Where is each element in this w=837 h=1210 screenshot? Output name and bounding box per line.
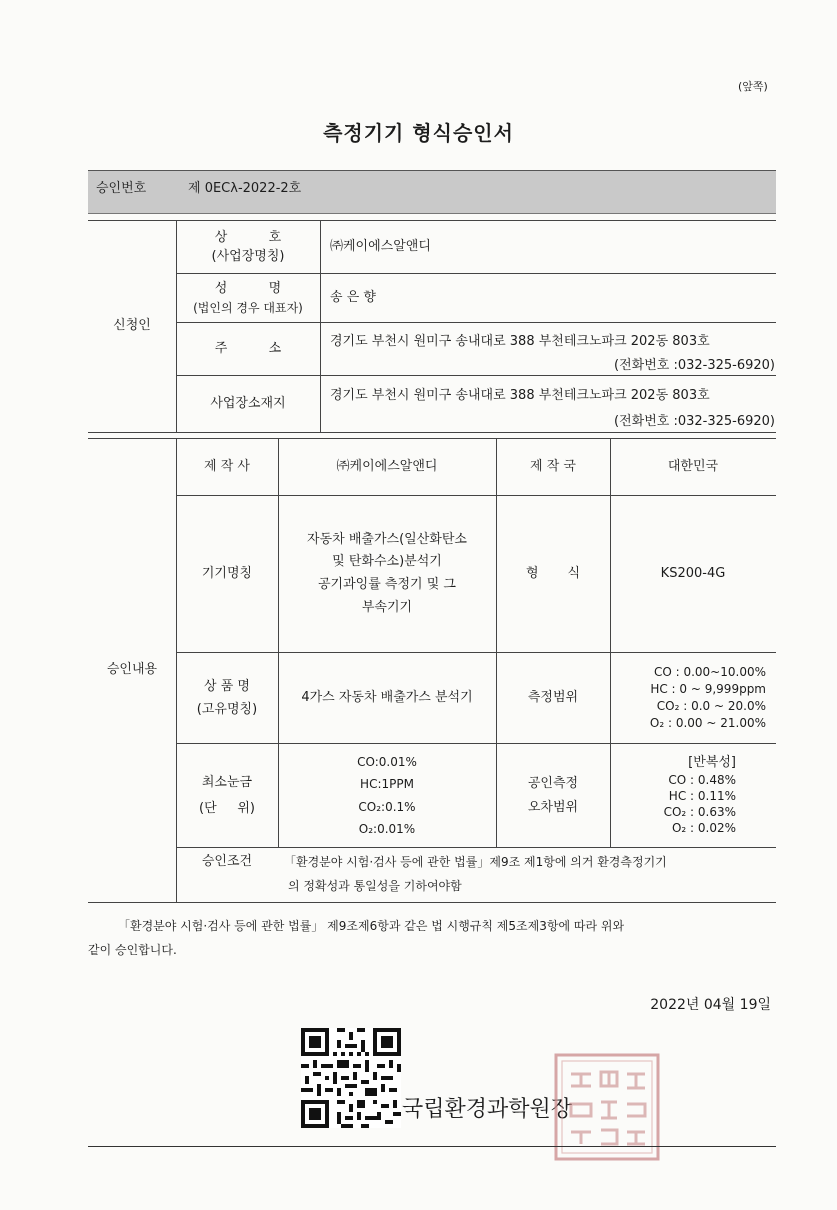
device-name-cell	[278, 496, 496, 652]
site-label: 사업장소재지	[210, 396, 286, 412]
qr-code-icon	[301, 1028, 401, 1128]
approval-number-label: 승인번호	[96, 181, 147, 196]
product-label: 상 품 명	[204, 678, 250, 694]
device-name-line: 자동차 배출가스(일산화탄소	[307, 531, 467, 547]
document-title: 측정기기 형식승인서	[323, 121, 514, 145]
maker-label: 제 작 사	[204, 459, 250, 475]
statement-line: 같이 승인합니다.	[88, 943, 177, 957]
scale-line: CO:0.01%	[357, 755, 417, 770]
company-label-sub: (사업장명칭)	[211, 249, 285, 264]
device-name-line: 부속기기	[361, 599, 413, 615]
approval-number-bar	[88, 170, 776, 214]
error-line: CO : 0.48%	[668, 772, 736, 787]
issuer-name: 국립환경과학원장	[402, 1097, 573, 1122]
condition-line: 「환경분야 시험·검사 등에 관한 법률」제9조 제1항에 의거 환경측정기기	[284, 855, 667, 869]
error-label: 공인측정	[527, 776, 579, 792]
error-label-cell	[496, 744, 610, 847]
name-label: 성 명	[214, 281, 282, 297]
content-section-label: 승인내용	[106, 662, 158, 678]
scale-line: O₂:0.01%	[358, 821, 416, 836]
scale-line: CO₂:0.1%	[358, 799, 416, 814]
maker-value: ㈜케이에스알앤디	[336, 459, 438, 475]
name-label-sub: (법인의 경우 대표자)	[193, 300, 303, 315]
page-side-label: (앞쪽)	[738, 80, 768, 93]
address-phone: (전화번호 :032-325-6920)	[614, 358, 775, 373]
range-line: CO : 0.00~10.00%	[653, 665, 766, 680]
address-label: 주 소	[214, 341, 282, 357]
condition-line: 의 정확성과 통일성을 기하여야함	[288, 879, 462, 893]
product-value: 4가스 자동차 배출가스 분석기	[301, 690, 473, 706]
name-label-cell	[176, 274, 320, 322]
company-label: 상 호	[214, 229, 282, 245]
address-value: 경기도 부천시 원미구 송내대로 388 부천테크노파크 202동 803호	[330, 334, 710, 349]
error-line: HC : 0.11%	[668, 789, 736, 804]
scale-values-cell	[278, 744, 496, 847]
condition-label: 승인조건	[201, 854, 253, 870]
range-values-cell	[610, 653, 776, 743]
error-label-sub: 오차범위	[527, 799, 579, 815]
scale-label-cell	[176, 744, 278, 847]
product-label-cell	[176, 653, 278, 743]
error-line: O₂ : 0.02%	[671, 821, 736, 836]
type-value: KS200-4G	[660, 566, 726, 582]
device-name-line: 및 탄화수소)분석기	[332, 554, 442, 570]
country-value: 대한민국	[667, 459, 719, 475]
range-line: O₂ : 0.00 ~ 21.00%	[649, 715, 766, 730]
site-value: 경기도 부천시 원미구 송내대로 388 부천테크노파크 202동 803호	[330, 388, 710, 403]
approval-number-value: 제 0ECλ-2022-2호	[188, 181, 302, 196]
scale-label: 최소눈금	[201, 774, 253, 790]
scale-line: HC:1PPM	[360, 777, 414, 792]
section-divider-line	[88, 432, 776, 433]
issue-date: 2022년 04월 19일	[650, 997, 771, 1013]
column-line	[320, 220, 321, 432]
range-line: HC : 0 ~ 9,999ppm	[650, 682, 766, 697]
scale-label-sub: (단 위)	[199, 800, 255, 816]
error-values-cell	[610, 744, 776, 847]
footer-line	[88, 1146, 776, 1147]
type-label: 형 식	[525, 566, 581, 582]
error-title: [반복성]	[688, 755, 736, 771]
product-label-sub: (고유명칭)	[196, 702, 258, 717]
site-phone: (전화번호 :032-325-6920)	[614, 414, 775, 429]
statement-line: 「환경분야 시험·검사 등에 관한 법률」 제9조제6항과 같은 법 시행규칙 제5조제3항에 따라 위와	[118, 919, 625, 933]
applicant-section-label: 신청인	[113, 318, 151, 334]
representative-name: 송 은 향	[330, 290, 376, 306]
company-value: ㈜케이에스알앤디	[330, 239, 431, 255]
content-bottom-line	[88, 902, 776, 903]
country-label: 제 작 국	[530, 459, 576, 475]
range-label: 측정범위	[527, 690, 579, 706]
error-line: CO₂ : 0.63%	[663, 805, 736, 820]
company-label-cell	[176, 221, 320, 273]
device-name-line: 공기과잉률 측정기 및 그	[318, 577, 456, 592]
device-label: 기기명칭	[201, 566, 253, 582]
range-line: CO₂ : 0.0 ~ 20.0%	[656, 699, 766, 713]
